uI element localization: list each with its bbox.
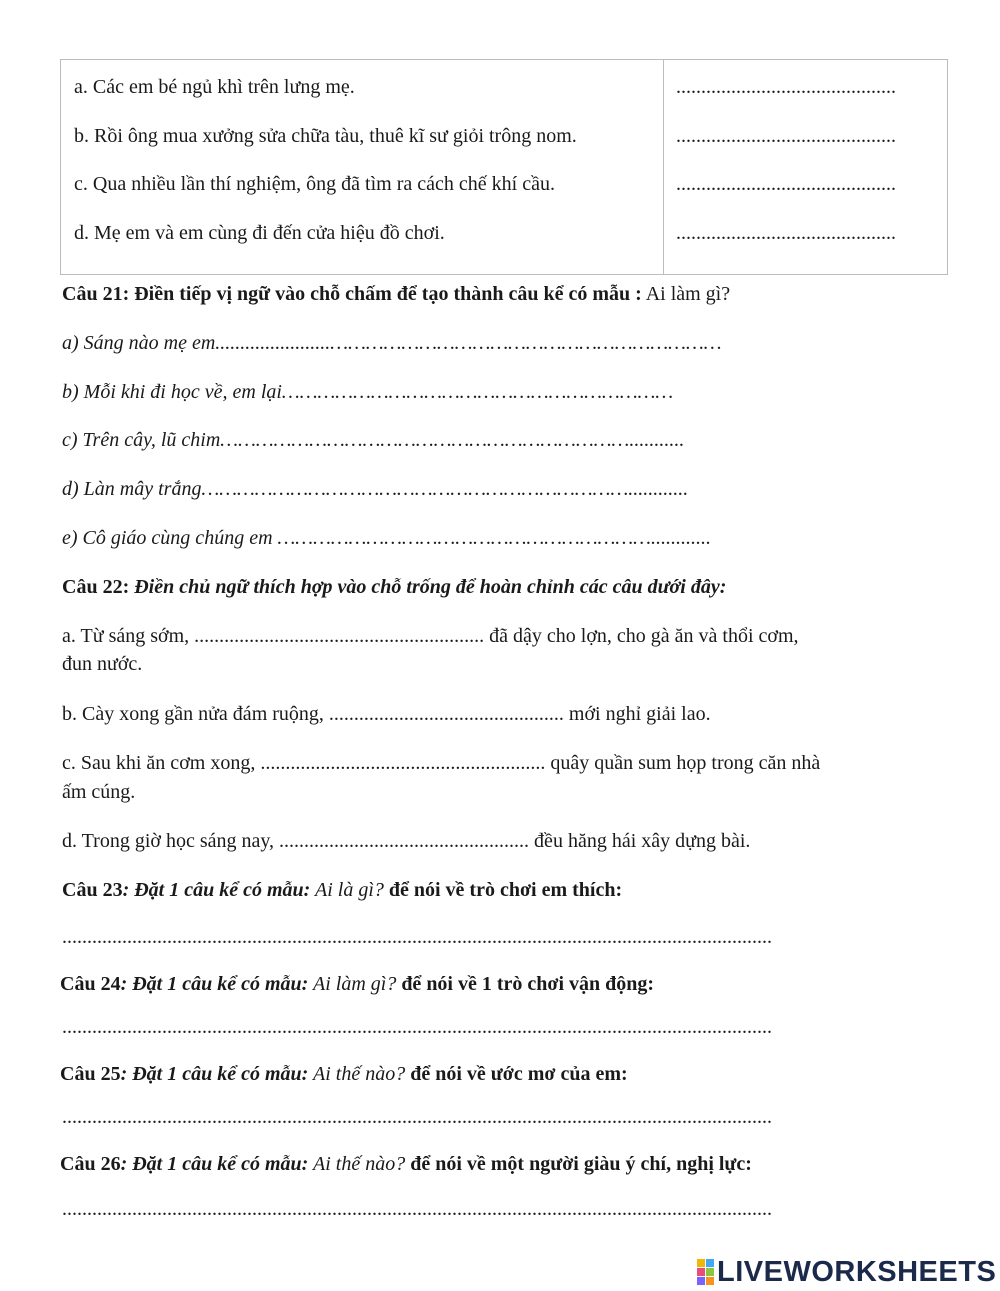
q25-topic: để nói về ước mơ của em: <box>405 1063 628 1085</box>
q26-model: Ai thế nào? <box>308 1153 406 1175</box>
q26-topic: để nói về một người giàu ý chí, nghị lực: <box>405 1153 752 1175</box>
q21-item-d[interactable]: d) Làn mây trắng………………………………………………………………............ <box>62 478 689 500</box>
q22-item-c-cont: ấm cúng. <box>62 781 136 803</box>
answer-field-a[interactable]: ............................................ <box>676 76 896 98</box>
q21-item-c[interactable]: c) Trên cây, lũ chim……………………………………………………………........... <box>62 429 685 451</box>
q24-answer-line[interactable]: .............................................................................................................................................. <box>62 1016 772 1038</box>
q25-num: Câu 25 <box>60 1063 121 1085</box>
liveworksheets-block-icon <box>697 1259 714 1285</box>
q24-prompt: : Đặt 1 câu kể có mẫu: <box>120 973 309 995</box>
q25-answer-line[interactable]: .............................................................................................................................................. <box>62 1106 772 1128</box>
q21-item-e[interactable]: e) Cô giáo cùng chúng em ………………………………………………………............ <box>62 527 711 549</box>
table-row-a: a. Các em bé ngủ khì trên lưng mẹ. <box>74 76 355 98</box>
q23-prompt: : Đặt 1 câu kể có mẫu: <box>122 879 311 901</box>
q23-heading <box>62 879 622 902</box>
q26-prompt: : Đặt 1 câu kể có mẫu: <box>120 1153 309 1175</box>
q22-item-a[interactable]: a. Từ sáng sớm, .......................................................... đã dậy cho lợn, cho gà ăn và thổi cơm, <box>62 625 799 647</box>
q22-heading <box>62 576 726 599</box>
brand-name: LIVEWORKSHEETS <box>717 1255 997 1288</box>
q21-item-b[interactable]: b) Mỗi khi đi học về, em lại………………………………………………………… <box>62 381 674 403</box>
sentence-table <box>60 59 948 275</box>
table-row-d: d. Mẹ em và em cùng đi đến cửa hiệu đồ chơi. <box>74 222 445 244</box>
q22-item-b[interactable]: b. Cày xong gần nửa đám ruộng, ............................................... mới nghỉ giải lao. <box>62 703 711 725</box>
q25-heading <box>60 1063 628 1086</box>
q21-label: Câu 21: Điền tiếp vị ngữ vào chỗ chấm để tạo thành câu kể có mẫu : <box>62 283 642 305</box>
q25-prompt: : Đặt 1 câu kể có mẫu: <box>120 1063 309 1085</box>
q23-topic: để nói về trò chơi em thích: <box>383 879 623 901</box>
q24-num: Câu 24 <box>60 973 121 995</box>
q23-answer-line[interactable]: .............................................................................................................................................. <box>62 926 772 948</box>
table-divider <box>663 60 664 274</box>
q26-answer-line[interactable]: .............................................................................................................................................. <box>62 1198 772 1220</box>
q21-heading <box>62 283 730 306</box>
q22-item-a-cont: đun nước. <box>62 653 143 675</box>
q25-model: Ai thế nào? <box>308 1063 406 1085</box>
liveworksheets-logo <box>697 1257 996 1287</box>
q23-num: Câu 23 <box>62 879 123 901</box>
q21-model: Ai làm gì? <box>641 283 731 305</box>
table-row-c: c. Qua nhiều lần thí nghiệm, ông đã tìm ra cách chế khí cầu. <box>74 173 555 195</box>
q21-item-a[interactable]: a) Sáng nào mẹ em.......................………………………………………………………… <box>62 332 722 354</box>
q22-instruction: Điền chủ ngữ thích hợp vào chỗ trống để hoàn chỉnh các câu dưới đây: <box>134 576 727 598</box>
q22-item-d[interactable]: d. Trong giờ học sáng nay, .................................................. đều hăng hái xây dựng bài. <box>62 830 751 852</box>
q24-heading <box>60 973 654 996</box>
q26-num: Câu 26 <box>60 1153 121 1175</box>
answer-field-b[interactable]: ............................................ <box>676 125 896 147</box>
q22-item-c[interactable]: c. Sau khi ăn cơm xong, ......................................................... quây quần sum họp trong căn nhà <box>62 752 821 774</box>
q26-heading <box>60 1153 752 1176</box>
q23-model: Ai là gì? <box>310 879 384 901</box>
answer-field-c[interactable]: ............................................ <box>676 173 896 195</box>
answer-field-d[interactable]: ............................................ <box>676 222 896 244</box>
q24-model: Ai làm gì? <box>308 973 397 995</box>
table-row-b: b. Rồi ông mua xưởng sửa chữa tàu, thuê kĩ sư giỏi trông nom. <box>74 125 577 147</box>
q24-topic: để nói về 1 trò chơi vận động: <box>396 973 655 995</box>
q22-label: Câu 22: <box>62 576 135 598</box>
